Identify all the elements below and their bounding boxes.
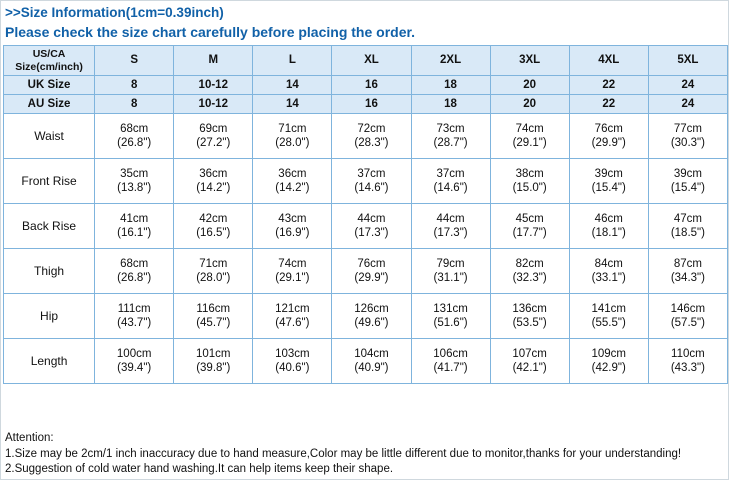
value-inch: (39.4") [117,362,152,374]
value-inch: (41.7") [433,362,468,374]
cell-length-s [95,339,174,384]
table-header-row [4,46,728,76]
cell-au-4xl: 22 [569,95,648,114]
value-inch: (15.0") [512,182,547,194]
value-cm: 47cm [673,212,702,225]
row-label-front-rise: Front Rise [4,159,95,204]
value-cm: 39cm [594,167,623,180]
cell-uk-xl: 16 [332,76,411,95]
value-cm: 74cm [278,257,307,270]
cell-front-rise-2xl [411,159,490,204]
cell-front-rise-xl [332,159,411,204]
value-cm: 84cm [594,257,623,270]
cell-waist-l [253,114,332,159]
value-cm: 71cm [199,257,228,270]
page-subtitle: Please check the size chart carefully before placing the order. [5,24,416,40]
row-label-au-size: AU Size [4,95,95,114]
column-header-m: M [174,46,253,76]
column-header-s: S [95,46,174,76]
value-cm: 107cm [512,347,547,360]
value-inch: (26.8") [117,137,152,149]
cell-au-m: 10-12 [174,95,253,114]
table-row-thigh [4,249,728,294]
value-cm: 121cm [275,302,310,315]
cell-length-l [253,339,332,384]
value-inch: (31.1") [433,272,468,284]
cell-waist-xl [332,114,411,159]
value-cm: 35cm [120,167,149,180]
size-chart-table [3,45,728,384]
value-cm: 69cm [199,122,228,135]
value-cm: 45cm [515,212,544,225]
value-cm: 146cm [670,302,706,315]
value-inch: (33.1") [591,272,626,284]
cell-waist-2xl [411,114,490,159]
value-inch: (28.0") [275,137,310,149]
table-row-back-rise [4,204,728,249]
cell-waist-3xl [490,114,569,159]
value-cm: 111cm [117,302,151,315]
column-header-2xl: 2XL [411,46,490,76]
value-inch: (29.1") [275,272,310,284]
value-cm: 103cm [275,347,310,360]
table-row-length [4,339,728,384]
cell-front-rise-s [95,159,174,204]
cell-waist-m [174,114,253,159]
cell-hip-xl [332,294,411,339]
value-cm: 109cm [591,347,626,360]
value-inch: (40.6") [275,362,310,374]
cell-uk-5xl: 24 [648,76,727,95]
value-cm: 126cm [354,302,389,315]
value-cm: 131cm [433,302,468,315]
value-inch: (42.9") [591,362,626,374]
cell-back-rise-l [253,204,332,249]
cell-length-m [174,339,253,384]
cell-length-2xl [411,339,490,384]
cell-front-rise-m [174,159,253,204]
value-cm: 79cm [436,257,465,270]
value-inch: (47.6") [275,317,310,329]
row-label-waist: Waist [4,114,95,159]
value-cm: 76cm [357,257,386,270]
header-line-1: US/CA [32,48,66,61]
value-inch: (49.6") [354,317,389,329]
row-label-back-rise: Back Rise [4,204,95,249]
cell-back-rise-xl [332,204,411,249]
cell-thigh-3xl [490,249,569,294]
value-inch: (14.2") [196,182,231,194]
value-cm: 36cm [199,167,228,180]
value-inch: (29.9") [591,137,626,149]
column-header-4xl: 4XL [569,46,648,76]
value-cm: 77cm [673,122,702,135]
value-inch: (14.2") [275,182,310,194]
row-label-thigh: Thigh [4,249,95,294]
table-row-uk-size [4,76,728,95]
cell-au-5xl: 24 [648,95,727,114]
value-inch: (34.3") [670,272,705,284]
value-inch: (29.9") [354,272,389,284]
cell-au-s: 8 [95,95,174,114]
value-inch: (15.4") [591,182,626,194]
column-header-3xl: 3XL [490,46,569,76]
value-inch: (18.5") [670,227,705,239]
value-cm: 100cm [116,347,152,360]
cell-front-rise-4xl [569,159,648,204]
cell-waist-s [95,114,174,159]
value-inch: (14.6") [354,182,389,194]
cell-hip-2xl [411,294,490,339]
value-inch: (16.5") [196,227,231,239]
value-inch: (32.3") [512,272,547,284]
cell-back-rise-2xl [411,204,490,249]
cell-front-rise-l [253,159,332,204]
value-inch: (43.3") [670,362,705,374]
value-inch: (53.5") [512,317,547,329]
value-cm: 116cm [196,302,231,315]
cell-hip-3xl [490,294,569,339]
cell-length-4xl [569,339,648,384]
notes-line-1: 1.Size may be 2cm/1 inch inaccuracy due to hand measure,Color may be little different due to monitor,thanks for your understanding! [5,447,682,460]
value-cm: 36cm [278,167,307,180]
cell-uk-l: 14 [253,76,332,95]
value-cm: 42cm [199,212,228,225]
table-row-hip [4,294,728,339]
value-cm: 104cm [354,347,389,360]
cell-front-rise-5xl [648,159,727,204]
value-inch: (13.8") [117,182,152,194]
cell-uk-4xl: 22 [569,76,648,95]
value-inch: (17.3") [354,227,389,239]
cell-au-xl: 16 [332,95,411,114]
value-cm: 44cm [436,212,465,225]
cell-thigh-s [95,249,174,294]
value-cm: 87cm [673,257,702,270]
cell-thigh-4xl [569,249,648,294]
value-cm: 106cm [433,347,468,360]
notes-heading: Attention: [5,432,54,445]
value-inch: (51.6") [433,317,468,329]
value-inch: (28.0") [196,272,231,284]
cell-au-3xl: 20 [490,95,569,114]
column-header-xl: XL [332,46,411,76]
cell-hip-s [95,294,174,339]
value-inch: (30.3") [670,137,705,149]
cell-length-3xl [490,339,569,384]
table-row-waist [4,114,728,159]
value-cm: 37cm [357,167,386,180]
cell-back-rise-5xl [648,204,727,249]
table-row-front-rise [4,159,728,204]
cell-thigh-m [174,249,253,294]
value-cm: 73cm [436,122,465,135]
value-cm: 110cm [671,347,705,360]
value-cm: 71cm [278,122,307,135]
cell-uk-2xl: 18 [411,76,490,95]
value-inch: (57.5") [670,317,705,329]
value-cm: 74cm [515,122,544,135]
value-inch: (29.1") [512,137,547,149]
value-inch: (15.4") [670,182,705,194]
cell-back-rise-s [95,204,174,249]
row-label-uk-size: UK Size [4,76,95,95]
cell-hip-m [174,294,253,339]
cell-au-2xl: 18 [411,95,490,114]
column-header-l: L [253,46,332,76]
value-cm: 68cm [120,122,149,135]
value-inch: (16.1") [117,227,152,239]
cell-waist-5xl [648,114,727,159]
value-inch: (27.2") [196,137,231,149]
value-cm: 43cm [278,212,307,225]
value-inch: (42.1") [512,362,547,374]
value-inch: (26.8") [117,272,152,284]
cell-back-rise-4xl [569,204,648,249]
cell-uk-s: 8 [95,76,174,95]
page-title: >>Size Information(1cm=0.39inch) [5,5,224,20]
notes-line-2: 2.Suggestion of cold water hand washing.It can help items keep their shape. [5,462,394,475]
value-cm: 41cm [120,212,149,225]
value-cm: 46cm [594,212,623,225]
value-inch: (45.7") [196,317,231,329]
cell-thigh-l [253,249,332,294]
value-cm: 39cm [673,167,702,180]
cell-au-l: 14 [253,95,332,114]
value-inch: (17.3") [433,227,468,239]
cell-hip-4xl [569,294,648,339]
value-inch: (39.8") [196,362,231,374]
cell-thigh-2xl [411,249,490,294]
value-inch: (43.7") [117,317,152,329]
cell-uk-3xl: 20 [490,76,569,95]
column-header-size-label [4,46,95,76]
value-cm: 141cm [591,302,626,315]
cell-hip-l [253,294,332,339]
value-cm: 44cm [357,212,386,225]
value-inch: (16.9") [275,227,310,239]
value-inch: (18.1") [591,227,626,239]
row-label-length: Length [4,339,95,384]
cell-length-5xl [648,339,727,384]
value-cm: 68cm [120,257,149,270]
value-inch: (55.5") [591,317,626,329]
value-inch: (40.9") [354,362,389,374]
cell-thigh-xl [332,249,411,294]
value-inch: (28.7") [433,137,468,149]
column-header-5xl: 5XL [648,46,727,76]
cell-back-rise-m [174,204,253,249]
table-row-au-size [4,95,728,114]
cell-uk-m: 10-12 [174,76,253,95]
cell-thigh-5xl [648,249,727,294]
value-cm: 38cm [515,167,544,180]
cell-waist-4xl [569,114,648,159]
cell-front-rise-3xl [490,159,569,204]
cell-back-rise-3xl [490,204,569,249]
value-cm: 101cm [196,347,231,360]
value-inch: (17.7") [512,227,547,239]
value-inch: (28.3") [354,137,389,149]
value-inch: (14.6") [433,182,468,194]
value-cm: 82cm [515,257,544,270]
value-cm: 72cm [357,122,386,135]
value-cm: 136cm [512,302,547,315]
cell-hip-5xl [648,294,727,339]
cell-length-xl [332,339,411,384]
attention-notes [3,431,726,477]
value-cm: 37cm [436,167,465,180]
header-line-2: Size(cm/inch) [15,60,83,73]
value-cm: 76cm [594,122,623,135]
row-label-hip: Hip [4,294,95,339]
